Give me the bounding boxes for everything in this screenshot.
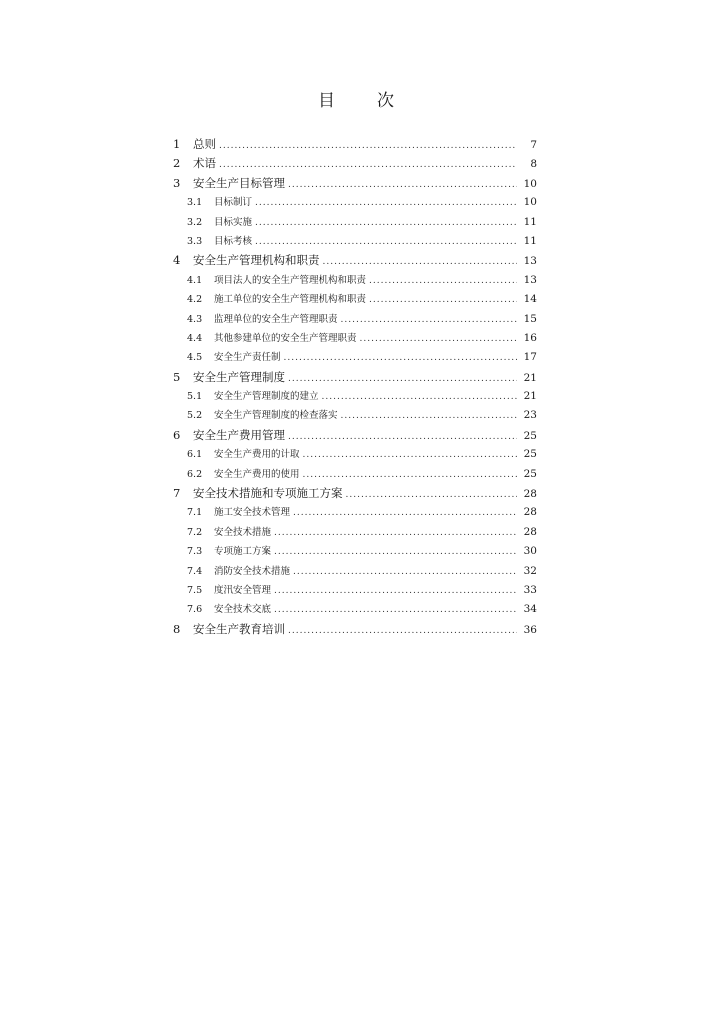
toc-dot-leader [288, 432, 517, 442]
toc-section-entry[interactable] [173, 446, 537, 465]
toc-entry-number: 6.1 [187, 449, 203, 461]
toc-entry-page-number: 34 [523, 603, 537, 616]
page-title [0, 86, 712, 111]
toc-dot-leader [369, 276, 517, 286]
toc-chapter-entry[interactable] [173, 136, 537, 155]
toc-entry-number: 7.6 [187, 604, 203, 616]
toc-section-entry[interactable] [173, 272, 537, 291]
toc-entry-number: 7.1 [187, 507, 203, 519]
toc-dot-leader [360, 334, 517, 344]
toc-entry-title: 安全生产责任制 [214, 352, 281, 364]
toc-entry-number: 5.1 [187, 391, 203, 403]
toc-entry-number: 3 [173, 175, 181, 190]
toc-dot-leader [293, 508, 517, 518]
toc-dot-leader [255, 218, 517, 228]
toc-entry-title: 消防安全技术措施 [214, 565, 291, 577]
toc-chapter-entry[interactable] [173, 369, 537, 388]
toc-chapter-entry[interactable] [173, 155, 537, 174]
toc-entry-page-number: 13 [523, 273, 537, 286]
toc-entry-title: 安全技术措施和专项施工方案 [193, 486, 343, 501]
toc-dot-leader [323, 257, 518, 267]
toc-section-entry[interactable] [173, 543, 537, 562]
toc-entry-number: 7.4 [187, 565, 203, 577]
toc-entry-page-number: 10 [523, 177, 537, 190]
toc-entry-title: 安全生产费用管理 [193, 427, 285, 442]
toc-dot-leader [274, 547, 517, 557]
toc-entry-number: 3.3 [187, 235, 203, 247]
toc-entry-number: 4.3 [187, 313, 203, 325]
toc-entry-page-number: 17 [523, 351, 537, 364]
toc-entry-title: 目标制订 [214, 197, 253, 209]
toc-entry-number: 3.1 [187, 197, 203, 209]
toc-entry-number: 7 [173, 486, 181, 501]
toc-entry-page-number: 28 [523, 506, 537, 519]
toc-chapter-entry[interactable] [173, 252, 537, 271]
toc-dot-leader [288, 180, 517, 190]
toc-entry-page-number: 11 [523, 215, 537, 228]
toc-entry-page-number: 13 [523, 255, 537, 268]
toc-entry-page-number: 36 [523, 623, 537, 636]
toc-dot-leader [255, 198, 517, 208]
toc-entry-number: 4.1 [187, 274, 203, 286]
toc-entry-title: 目标考核 [214, 235, 253, 247]
toc-dot-leader [274, 528, 517, 538]
toc-entry-page-number: 23 [523, 409, 537, 422]
toc-entry-title: 安全生产管理制度 [193, 369, 285, 384]
toc-section-entry[interactable] [173, 291, 537, 310]
toc-entry-page-number: 14 [523, 293, 537, 306]
toc-dot-leader [288, 626, 517, 636]
toc-entry-page-number: 25 [523, 467, 537, 480]
toc-section-entry[interactable] [173, 582, 537, 601]
toc-entry-title: 监理单位的安全生产管理职责 [214, 313, 338, 325]
toc-entry-page-number: 8 [530, 158, 537, 171]
toc-entry-page-number: 25 [523, 448, 537, 461]
toc-section-entry[interactable] [173, 349, 537, 368]
toc-section-entry[interactable] [173, 233, 537, 252]
toc-chapter-entry[interactable] [173, 427, 537, 446]
toc-entry-title: 安全生产目标管理 [193, 175, 285, 190]
toc-entry-title: 安全生产管理制度的检查落实 [214, 410, 338, 422]
toc-entry-number: 7.2 [187, 526, 203, 538]
toc-dot-leader [284, 353, 517, 363]
toc-entry-number: 4.4 [187, 332, 203, 344]
toc-entry-title: 安全技术交底 [214, 604, 272, 616]
toc-entry-number: 4.2 [187, 294, 203, 306]
toc-entry-title: 安全生产教育培训 [193, 621, 285, 636]
toc-entry-page-number: 25 [523, 429, 537, 442]
toc-entry-title: 安全生产管理制度的建立 [214, 391, 319, 403]
toc-entry-title: 总则 [193, 137, 216, 151]
toc-entry-page-number: 21 [523, 371, 537, 384]
toc-entry-page-number: 7 [530, 139, 537, 151]
toc-entry-page-number: 33 [523, 583, 537, 596]
toc-section-entry[interactable] [173, 330, 537, 349]
toc-dot-leader [293, 567, 517, 577]
toc-section-entry[interactable] [173, 601, 537, 620]
toc-dot-leader [219, 160, 517, 170]
toc-entry-number: 5 [173, 369, 181, 384]
toc-entry-number: 4 [173, 253, 181, 268]
toc-section-entry[interactable] [173, 504, 537, 523]
toc-dot-leader [369, 295, 517, 305]
toc-entry-title: 项目法人的安全生产管理机构和职责 [214, 274, 367, 286]
toc-dot-leader [322, 392, 517, 402]
toc-entry-title: 安全生产费用的使用 [214, 468, 300, 480]
toc-entry-title: 施工安全技术管理 [214, 507, 291, 519]
page-title-char-1: 目 [318, 91, 335, 111]
toc-dot-leader [303, 450, 517, 460]
toc-entry-number: 3.2 [187, 216, 203, 228]
toc-entry-title: 安全生产管理机构和职责 [193, 253, 320, 268]
toc-entry-number: 6.2 [187, 468, 203, 480]
toc-entry-title: 安全生产费用的计取 [214, 449, 300, 461]
page-title-char-2: 次 [377, 91, 394, 111]
toc-entry-page-number: 32 [523, 564, 537, 577]
toc-entry-title: 施工单位的安全生产管理机构和职责 [214, 294, 367, 306]
toc-dot-leader [346, 490, 518, 500]
toc-dot-leader [303, 470, 517, 480]
toc-entry-number: 7.5 [187, 584, 203, 596]
toc-dot-leader [341, 411, 517, 421]
toc-entry-page-number: 28 [523, 488, 537, 501]
toc-entry-title: 专项施工方案 [214, 546, 272, 558]
toc-dot-leader [219, 141, 517, 151]
toc-entry-number: 8 [173, 621, 181, 636]
toc-entry-number: 5.2 [187, 410, 203, 422]
toc-dot-leader [288, 374, 517, 384]
toc-entry-title: 安全技术措施 [214, 526, 272, 538]
toc-entry-page-number: 28 [523, 525, 537, 538]
toc-dot-leader [274, 605, 517, 615]
toc-section-entry[interactable] [173, 563, 537, 582]
toc-chapter-entry[interactable] [173, 175, 537, 194]
table-of-contents [173, 136, 537, 640]
toc-entry-page-number: 16 [523, 331, 537, 344]
toc-section-entry[interactable] [173, 524, 537, 543]
toc-entry-title: 度汛安全管理 [214, 584, 272, 596]
toc-section-entry[interactable] [173, 388, 537, 407]
toc-chapter-entry[interactable] [173, 485, 537, 504]
toc-entry-title: 术语 [193, 156, 216, 171]
toc-entry-number: 2 [173, 156, 181, 171]
toc-entry-number: 4.5 [187, 352, 203, 364]
toc-dot-leader [274, 586, 517, 596]
toc-entry-number: 1 [173, 137, 181, 151]
toc-entry-title: 目标实施 [214, 216, 253, 228]
toc-entry-page-number: 11 [523, 234, 537, 247]
toc-section-entry[interactable] [173, 466, 537, 485]
toc-entry-page-number: 15 [523, 312, 537, 325]
toc-entry-number: 6 [173, 427, 181, 442]
toc-dot-leader [341, 315, 517, 325]
toc-dot-leader [255, 237, 517, 247]
toc-section-entry[interactable] [173, 194, 537, 213]
toc-entry-page-number: 10 [523, 196, 537, 209]
toc-entry-number: 7.3 [187, 546, 203, 558]
toc-chapter-entry[interactable] [173, 621, 537, 640]
toc-entry-page-number: 30 [523, 545, 537, 558]
toc-section-entry[interactable] [173, 407, 537, 426]
toc-section-entry[interactable] [173, 214, 537, 233]
toc-entry-title: 其他参建单位的安全生产管理职责 [214, 332, 357, 344]
toc-section-entry[interactable] [173, 311, 537, 330]
toc-entry-page-number: 21 [523, 390, 537, 403]
